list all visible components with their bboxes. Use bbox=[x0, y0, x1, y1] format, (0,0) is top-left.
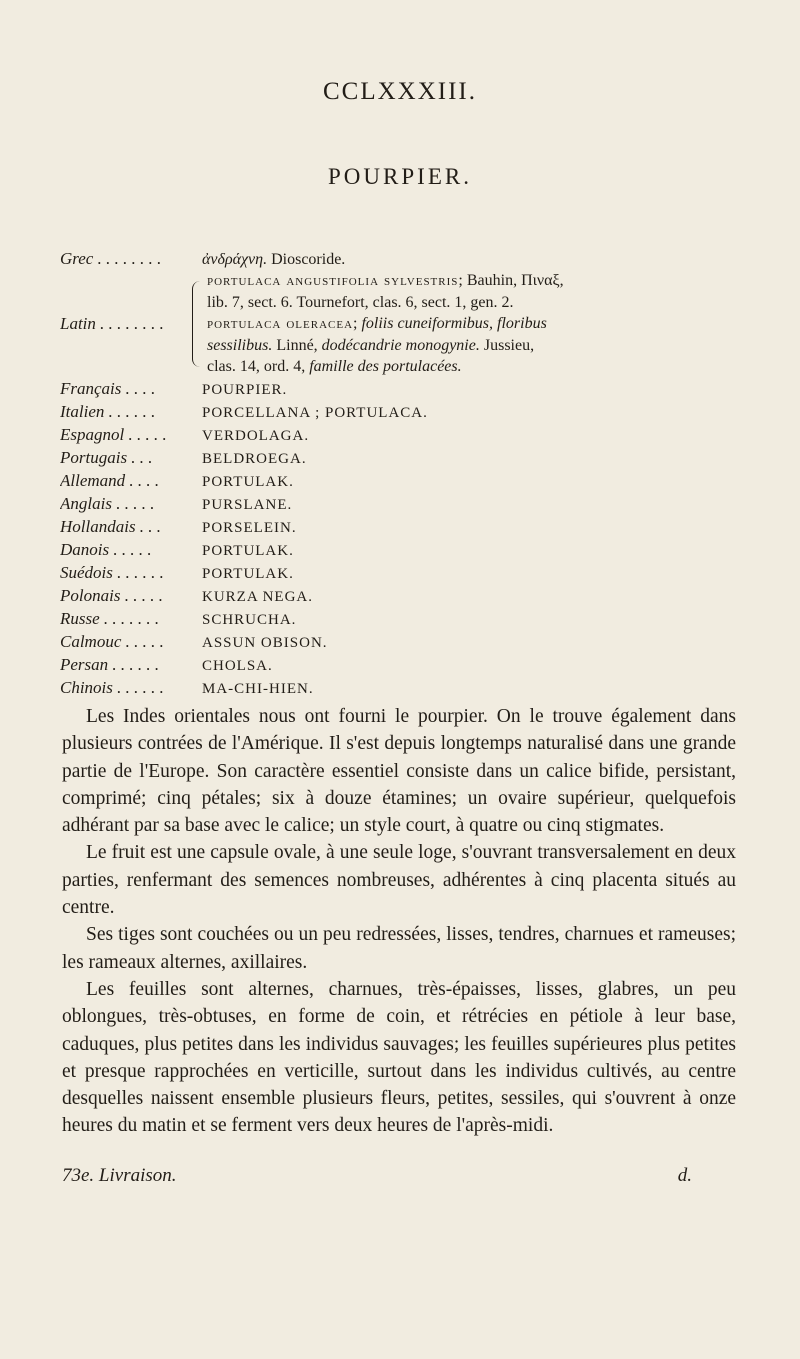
signature-mark: d. bbox=[677, 1165, 692, 1186]
vernacular-name: PORTULAK. bbox=[202, 542, 294, 559]
vernacular-name: PORTULAK. bbox=[202, 473, 294, 490]
synonym-row bbox=[60, 562, 750, 585]
synonym-row bbox=[60, 539, 750, 562]
vernacular-name: PORSELEIN. bbox=[202, 519, 297, 536]
language-label: Allemand . . . . bbox=[60, 470, 160, 490]
paragraph: Ses tiges sont couchées ou un peu redressées, lisses, tendres, charnues et rameuses; les rameaux alternes, axillaires. bbox=[62, 924, 736, 973]
vernacular-name: SCHRUCHA. bbox=[202, 611, 297, 628]
plate-number: CCLXXXIII. bbox=[322, 78, 477, 105]
synonym-row bbox=[60, 401, 750, 424]
synonymy-list bbox=[60, 248, 750, 700]
vernacular-name: MA-CHI-HIEN. bbox=[202, 680, 314, 697]
language-label: Espagnol . . . . . bbox=[60, 424, 167, 444]
vernacular-name: PORTULAK. bbox=[202, 565, 294, 582]
page-footer bbox=[62, 1165, 692, 1187]
synonym-row-grec bbox=[60, 248, 750, 270]
vernacular-name: BELDROEGA. bbox=[202, 450, 307, 467]
curly-brace bbox=[192, 281, 201, 367]
vernacular-name: VERDOLAGA. bbox=[202, 427, 310, 444]
paragraph: Les feuilles sont alternes, charnues, très-épaisses, lisses, glabres, un peu oblongues, très-obtuses, en forme de coin, et rétrécies en pétiole à leur base, caduques, plus petites dans les individus sauvages; les feuilles supérieures plus petites et presque rapprochées en verticille, surtout dans les individus cultivés, au centre desquelles naissent ensemble plusieurs fleurs, petites, sessiles, qui s'ouvrent à onze heures du matin et se ferment vers deux heures de l'après-midi. bbox=[62, 978, 736, 1137]
language-label: Grec . . . . . . . . bbox=[60, 249, 162, 268]
synonym-rows bbox=[60, 378, 750, 700]
livraison-label: 73e. Livraison. bbox=[62, 1165, 177, 1186]
language-label: Hollandais . . . bbox=[60, 516, 162, 536]
vernacular-name: KURZA NEGA. bbox=[202, 588, 313, 605]
synonym-row-latin bbox=[60, 270, 750, 378]
language-label: Persan . . . . . . bbox=[60, 654, 160, 674]
language-label: Russe . . . . . . . bbox=[60, 608, 160, 628]
language-label: Suédois . . . . . . bbox=[60, 562, 164, 582]
vernacular-name: ASSUN OBISON. bbox=[202, 634, 328, 651]
language-label: Italien . . . . . . bbox=[60, 401, 156, 421]
paragraph: Le fruit est une capsule ovale, à une seule loge, s'ouvrant transversalement en deux parties, renfermant des semences nombreuses, adhérentes à cinq placenta situés au centre. bbox=[62, 842, 736, 919]
vernacular-name: CHOLSA. bbox=[202, 657, 273, 674]
synonym-row bbox=[60, 424, 750, 447]
greek-name: ἀνδράχνη. bbox=[202, 251, 268, 268]
language-label: Anglais . . . . . bbox=[60, 493, 155, 513]
description-text bbox=[62, 703, 736, 1140]
synonym-row bbox=[60, 677, 750, 700]
synonym-row bbox=[60, 447, 750, 470]
language-label: Polonais . . . . . bbox=[60, 585, 163, 605]
latin-names: portulaca angustifolia sylvestris; Bauhin, Πιναξ, lib. 7, sect. 6. Tournefort, clas. 6, sect. 1, gen. 2. portulaca oleracea; foliis cuneiformibus, floribus sessilibus. Linné, dodécandrie monogynie. Jussieu, clas. 14, ord. 4, famille des portulacées. bbox=[207, 272, 564, 375]
vernacular-name: POURPIER. bbox=[202, 381, 288, 398]
synonym-row bbox=[60, 631, 750, 654]
language-label: Français . . . . bbox=[60, 378, 156, 398]
language-label: Calmouc . . . . . bbox=[60, 631, 164, 651]
page-title: POURPIER. bbox=[328, 164, 472, 189]
vernacular-name: PORCELLANA ; PORTULACA. bbox=[202, 404, 428, 421]
language-label: Portugais . . . bbox=[60, 447, 153, 467]
synonym-row bbox=[60, 493, 750, 516]
synonym-row bbox=[60, 516, 750, 539]
paragraph: Les Indes orientales nous ont fourni le pourpier. On le trouve également dans plusieurs contrées de l'Amérique. Il s'est depuis longtemps naturalisé dans une grande partie de l'Europe. Son caractère essentiel consiste dans un calice bifide, persistant, comprimé; cinq pétales; six à douze étamines; un ovaire supérieur, quelquefois adhérant par sa base avec le calice; un style court, à quatre ou cinq stigmates. bbox=[62, 706, 736, 837]
synonym-row bbox=[60, 585, 750, 608]
synonym-row bbox=[60, 608, 750, 631]
greek-author: Dioscoride. bbox=[271, 251, 346, 268]
synonym-row bbox=[60, 378, 750, 401]
language-label: Danois . . . . . bbox=[60, 539, 152, 559]
language-label: Latin . . . . . . . . bbox=[60, 314, 164, 334]
synonym-row bbox=[60, 654, 750, 677]
synonym-row bbox=[60, 470, 750, 493]
language-label: Chinois . . . . . . bbox=[60, 677, 164, 697]
vernacular-name: PURSLANE. bbox=[202, 496, 293, 513]
